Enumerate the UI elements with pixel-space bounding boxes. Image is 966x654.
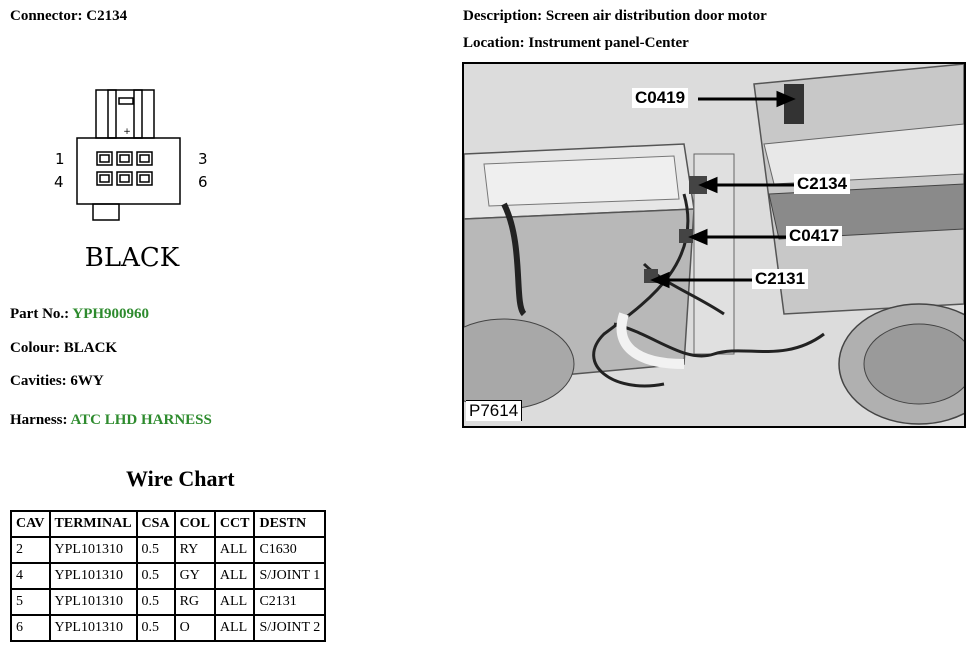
connector-color-text: BLACK	[84, 243, 180, 273]
hvac-unit-illustration	[464, 64, 964, 426]
table-header-row	[11, 511, 325, 537]
location-label: Location:	[463, 35, 525, 51]
cell-terminal: YPL101310	[50, 589, 137, 615]
cell-destn: S/JOINT 2	[254, 615, 325, 641]
harness-line	[10, 412, 212, 429]
location-heading	[463, 35, 689, 52]
cell-cct: ALL	[215, 537, 255, 563]
connector-label: Connector:	[10, 8, 83, 24]
cell-cav: 4	[11, 563, 50, 589]
pin-label-1: 1	[55, 150, 65, 168]
harness-link[interactable]: ATC LHD HARNESS	[70, 412, 212, 428]
colour-value: BLACK	[63, 340, 118, 356]
location-value: Instrument panel-Center	[528, 35, 689, 51]
svg-text:+: +	[123, 127, 131, 137]
cell-destn: C2131	[254, 589, 325, 615]
cell-csa: 0.5	[137, 615, 175, 641]
cell-cct: ALL	[215, 615, 255, 641]
cell-cct: ALL	[215, 589, 255, 615]
callout-c2131: C2131	[752, 269, 808, 289]
description-label: Description:	[463, 8, 543, 24]
cell-cav: 2	[11, 537, 50, 563]
connector-diagram	[40, 80, 240, 275]
cell-csa: 0.5	[137, 589, 175, 615]
header-terminal: TERMINAL	[50, 511, 137, 537]
cell-csa: 0.5	[137, 537, 175, 563]
location-photo	[462, 62, 966, 428]
connector-value: C2134	[86, 8, 128, 24]
photo-id-label: P7614	[466, 400, 522, 421]
cell-terminal: YPL101310	[50, 563, 137, 589]
cell-col: RG	[175, 589, 215, 615]
cell-terminal: YPL101310	[50, 537, 137, 563]
pin-label-6: 6	[198, 173, 208, 191]
header-cav: CAV	[11, 511, 50, 537]
table-row	[11, 537, 325, 563]
colour-label: Colour:	[10, 340, 60, 356]
description-value: Screen air distribution door motor	[545, 8, 767, 24]
part-no-label: Part No.:	[10, 306, 70, 322]
cell-destn: S/JOINT 1	[254, 563, 325, 589]
cavities-label: Cavities:	[10, 373, 67, 389]
wire-chart-table	[10, 510, 326, 642]
cavities-line	[10, 373, 104, 390]
cell-cav: 6	[11, 615, 50, 641]
cavities-value: 6WY	[70, 373, 104, 389]
description-heading	[463, 8, 767, 25]
cell-csa: 0.5	[137, 563, 175, 589]
cell-destn: C1630	[254, 537, 325, 563]
cell-col: RY	[175, 537, 215, 563]
table-row	[11, 563, 325, 589]
pin-label-4: 4	[54, 173, 64, 191]
callout-c2134: C2134	[794, 174, 850, 194]
cell-cct: ALL	[215, 563, 255, 589]
cell-terminal: YPL101310	[50, 615, 137, 641]
part-no-line	[10, 306, 149, 323]
callout-c0417: C0417	[786, 226, 842, 246]
header-cct: CCT	[215, 511, 255, 537]
cell-cav: 5	[11, 589, 50, 615]
colour-line	[10, 340, 117, 357]
connector-heading	[10, 8, 127, 25]
cell-col: O	[175, 615, 215, 641]
table-row	[11, 589, 325, 615]
header-destn: DESTN	[254, 511, 325, 537]
wire-chart-title: Wire Chart	[126, 466, 235, 491]
callout-c0419: C0419	[632, 88, 688, 108]
cell-col: GY	[175, 563, 215, 589]
harness-label: Harness:	[10, 412, 68, 428]
part-no-link[interactable]: YPH900960	[72, 306, 150, 322]
table-row	[11, 615, 325, 641]
pin-label-3: 3	[198, 150, 208, 168]
header-col: COL	[175, 511, 215, 537]
header-csa: CSA	[137, 511, 175, 537]
